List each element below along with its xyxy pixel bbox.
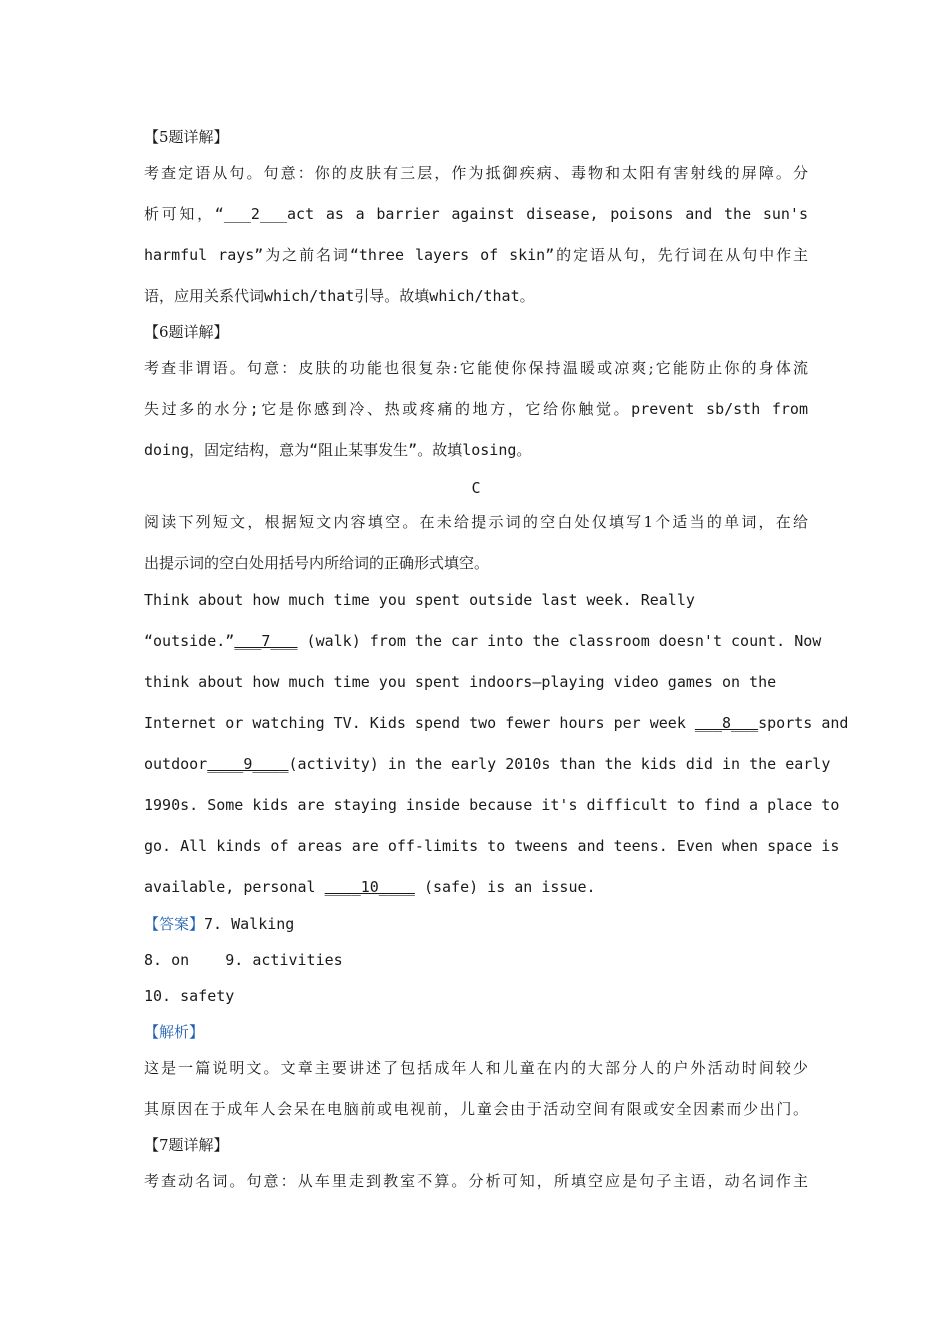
- blank-10: ____10____: [324, 878, 415, 896]
- passage-line-5: [144, 754, 830, 774]
- passage-line-8: [144, 877, 596, 897]
- passage-text: outdoor: [144, 755, 208, 773]
- q5-line-3: harmful rays”为之前名词“three layers of skin”的定语从句，先行词在从句中作主: [144, 246, 808, 264]
- answer-line-1: [144, 914, 294, 934]
- q6-line-3: doing，固定结构，意为“阻止某事发生”。故填losing。: [144, 441, 532, 459]
- answer-line-2: 8. on 9. activities: [144, 951, 343, 969]
- section-c-title: C: [471, 479, 481, 497]
- passage-text: sports and: [758, 714, 849, 732]
- instruction-line-1: 阅读下列短文，根据短文内容填空。在未给提示词的空白处仅填写1个适当的单词，在给: [144, 513, 808, 531]
- passage-text: (safe) is an issue.: [414, 878, 596, 896]
- passage-text: (walk) from the car into the classroom doesn't count. Now: [297, 632, 822, 650]
- passage-text: available, personal: [144, 878, 325, 896]
- answer-7: 7. Walking: [204, 915, 295, 933]
- q6-heading: 【6题详解】: [144, 323, 229, 341]
- blank-9: ____9____: [207, 755, 289, 773]
- answer-label: 【答案】: [144, 915, 205, 933]
- answer-line-3: 10. safety: [144, 987, 235, 1005]
- passage-text: Internet or watching TV. Kids spend two fewer hours per week: [144, 714, 695, 732]
- passage-line-6: 1990s. Some kids are staying inside because it's difficult to find a place to: [144, 796, 840, 814]
- q5-line-1: 考查定语从句。句意：你的皮肤有三层，作为抵御疾病、毒物和太阳有害射线的屏障。分: [144, 164, 808, 182]
- q6-line-2: 失过多的水分;它是你感到冷、热或疼痛的地方，它给你触觉。prevent sb/sth from: [144, 400, 808, 418]
- q5-line-2: 析可知，“___2___act as a barrier against disease, poisons and the sun's: [144, 205, 808, 223]
- blank-7: ___7___: [234, 632, 298, 650]
- passage-text: “outside.”: [144, 632, 235, 650]
- passage-line-1: Think about how much time you spent outside last week. Really: [144, 591, 695, 609]
- q5-line-4: 语，应用关系代词which/that引导。故填which/that。: [144, 287, 535, 305]
- q7-line-1: 考查动名词。句意：从车里走到教室不算。分析可知，所填空应是句子主语，动名词作主: [144, 1172, 808, 1190]
- analysis-line-2: 其原因在于成年人会呆在电脑前或电视前，儿童会由于活动空间有限或安全因素而少出门。: [144, 1100, 808, 1118]
- passage-line-2: [144, 631, 821, 651]
- q5-heading: 【5题详解】: [144, 128, 229, 146]
- passage-line-3: think about how much time you spent indoors—playing video games on the: [144, 673, 777, 691]
- instruction-line-2: 出提示词的空白处用括号内所给词的正确形式填空。: [144, 554, 490, 572]
- passage-line-7: go. All kinds of areas are off-limits to tweens and teens. Even when space is: [144, 837, 840, 855]
- analysis-label: 【解析】: [144, 1023, 205, 1041]
- analysis-line-1: 这是一篇说明文。文章主要讲述了包括成年人和儿童在内的大部分人的户外活动时间较少: [144, 1059, 808, 1077]
- q6-line-1: 考查非谓语。句意：皮肤的功能也很复杂:它能使你保持温暖或凉爽;它能防止你的身体流: [144, 359, 808, 377]
- passage-text: (activity) in the early 2010s than the kids did in the early: [288, 755, 831, 773]
- passage-line-4: [144, 713, 848, 733]
- q7-heading: 【7题详解】: [144, 1136, 229, 1154]
- blank-8: ___8___: [694, 714, 759, 732]
